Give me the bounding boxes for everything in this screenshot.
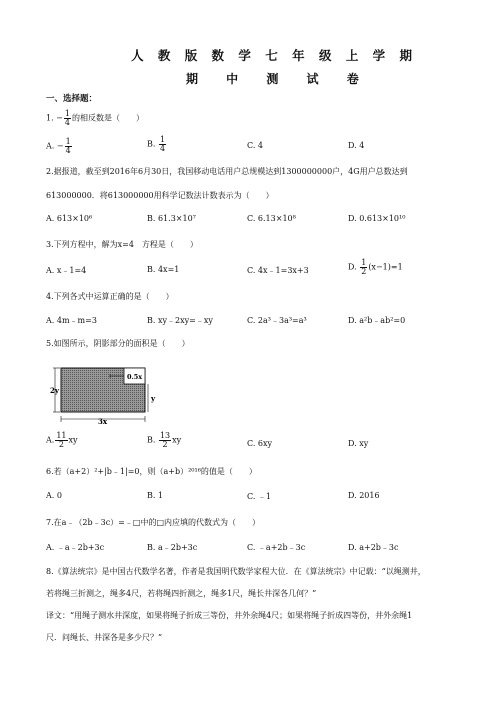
fig-bottom-label: 3x (98, 417, 108, 424)
fig-left-label: 2y (50, 386, 59, 395)
q3-d-tail: (x−1)=1 (368, 262, 403, 272)
q1-fraction (64, 110, 71, 127)
q6-option-a[interactable]: A. 0 (46, 491, 62, 500)
q1-a-num: 1 (65, 137, 71, 146)
shaded-area-figure (50, 362, 170, 424)
q4-option-d[interactable]: D. a²b﹣ab²=0 (348, 316, 406, 325)
q1-option-d[interactable]: D. 4 (348, 141, 365, 150)
question-2-line-2: 613000000．将613000000用科学记数法计数表示为（ ） (46, 191, 274, 200)
q1-option-a[interactable] (46, 138, 73, 155)
question-4: 4.下列各式中运算正确的是（ ） (46, 292, 174, 301)
q2-option-d[interactable]: D. 0.613×10¹⁰ (348, 214, 406, 223)
q1-option-b[interactable] (147, 136, 167, 153)
q5-b-num: 13 (159, 431, 171, 440)
q7-option-d[interactable]: D. a+2b﹣3c (348, 543, 399, 552)
q1-b-num: 1 (159, 135, 166, 144)
question-5: 5.如图所示，阴影部分的面积是（ ） (46, 339, 190, 348)
q4-option-b[interactable]: B. xy﹣2xy=﹣xy (147, 316, 213, 325)
q1-suffix: 的相反数是（ ） (71, 113, 144, 123)
question-3: 3.下列方程中，解为x=4 方程是（ ） (46, 240, 198, 249)
q3-option-c[interactable]: C. 4x﹣1=3x+3 (247, 266, 309, 275)
q5-option-c[interactable]: C. 6xy (247, 439, 273, 448)
q3-d-fraction (360, 259, 367, 276)
q5-option-d[interactable]: D. xy (348, 439, 369, 448)
q4-option-c[interactable]: C. 2a³﹣3a³=a³ (247, 316, 307, 325)
q1-b-fraction (159, 136, 166, 153)
q5-a-den: 2 (58, 440, 64, 449)
q2-option-b[interactable]: B. 61.3×10⁷ (147, 214, 196, 223)
question-6: 6.若（a+2）²+|b﹣1|=0，则（a+b）²⁰¹⁶的值是（ ） (46, 467, 257, 476)
q3-option-d[interactable] (348, 259, 403, 276)
fig-right-label: y (151, 394, 156, 403)
q1-a-fraction (65, 138, 72, 155)
section-heading: 一、选择题： (46, 94, 98, 104)
q5-b-fraction (159, 432, 171, 449)
q2-option-a[interactable]: A. 613×10⁶ (46, 214, 93, 223)
page-title: 人 教 版 数 学 七 年 级 上 学 期 (131, 48, 418, 63)
question-8-line-4: 尺．问绳长、井深各是多少尺？” (46, 633, 163, 642)
question-8-line-3: 译文：“用绳子测水井深度，如果将绳子折成三等份，井外余绳4尺；如果将绳子折成四等份，井外余绳1 (46, 611, 413, 620)
q7-option-c[interactable]: C. ﹣a+2b﹣3c (247, 543, 306, 552)
q7-option-b[interactable]: B. a﹣2b+3c (147, 543, 198, 552)
question-7: 7.在a﹣（2b﹣3c）=﹣□中的□内应填的代数式为（ ） (46, 518, 261, 527)
q5-option-a[interactable] (46, 432, 78, 449)
q1-option-c[interactable]: C. 4 (247, 141, 264, 150)
q6-option-c[interactable]: C. ﹣1 (247, 492, 272, 501)
q7-option-a[interactable]: A. ﹣a﹣2b+3c (46, 543, 105, 552)
q6-option-d[interactable]: D. 2016 (348, 491, 380, 500)
q5-b-tail: xy (172, 435, 182, 445)
q5-b-den: 2 (162, 440, 168, 449)
q1-b-den: 4 (159, 144, 166, 153)
q5-a-num: 11 (56, 431, 67, 440)
q1-a-den: 4 (65, 146, 71, 155)
question-2-line-1: 2.据报道，截至到2016年6月30日，我国移动电话用户总规模达到1300000000户，4G用户总数达到 (46, 167, 408, 176)
q1-b-label: B. (147, 139, 156, 149)
q3-option-a[interactable]: A. x﹣1=4 (46, 266, 87, 275)
q5-a-fraction (55, 432, 67, 449)
q4-option-a[interactable]: A. 4m﹣m=3 (46, 316, 97, 325)
q3-d-den: 2 (361, 267, 367, 276)
q6-option-b[interactable]: B. 1 (147, 491, 164, 500)
q5-option-b[interactable] (147, 432, 181, 449)
question-1 (46, 110, 144, 127)
q3-option-b[interactable]: B. 4x=1 (147, 265, 180, 274)
q1-a-label: A. − (46, 141, 64, 151)
q5-a-label: A. (46, 435, 55, 445)
q2-option-c[interactable]: C. 6.13×10⁸ (247, 214, 296, 223)
q1-frac-num: 1 (64, 109, 70, 118)
q1-frac-den: 4 (64, 118, 70, 127)
q5-b-label: B. (147, 435, 156, 445)
fig-top-label: 0.5x (127, 373, 143, 381)
page-subtitle: 期 中 测 试 卷 (186, 72, 371, 86)
q3-d-num: 1 (361, 258, 367, 267)
question-8-line-2: 若将绳三折测之，绳多4尺，若将绳四折测之，绳多1尺，绳长井深各几何？” (46, 589, 317, 598)
q5-a-tail: xy (68, 435, 78, 445)
q3-d-label: D. (348, 262, 357, 272)
question-8-line-1: 8.《算法统宗》是中国古代数学名著，作者是我国明代数学家程大位．在《算法统宗》中记载：“以绳测井， (46, 567, 426, 576)
q1-prefix: 1. − (46, 113, 63, 123)
